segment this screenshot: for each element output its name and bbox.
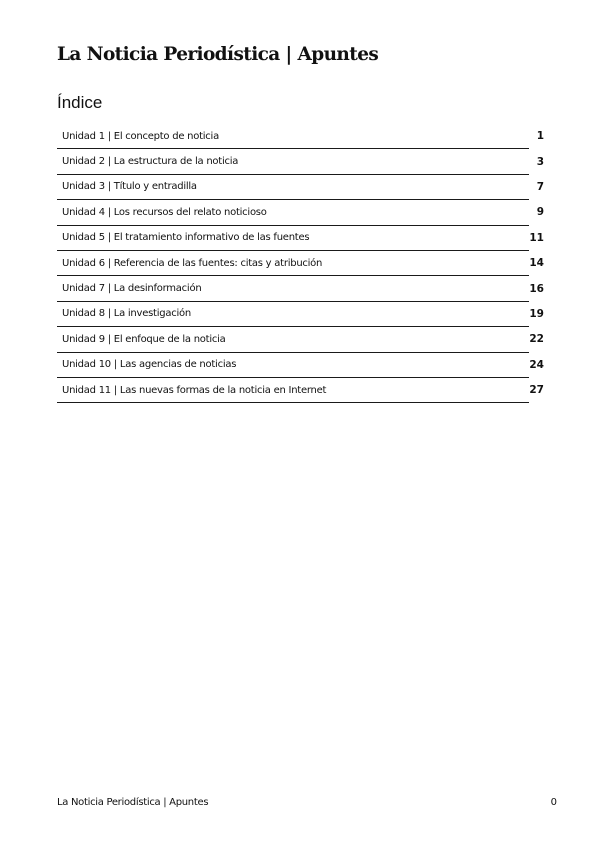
toc-row[interactable] [57, 378, 544, 403]
toc-page-number: 19 [529, 307, 544, 320]
toc-row[interactable] [57, 149, 544, 174]
toc-entry-label: Unidad 6 | Referencia de las fuentes: citas y atribución [62, 257, 323, 269]
document-title: La Noticia Periodística | Apuntes [57, 44, 379, 65]
toc-row[interactable] [57, 175, 544, 200]
toc-entry-label: Unidad 8 | La investigación [62, 308, 191, 320]
toc-row[interactable] [57, 353, 544, 378]
toc-page-number: 9 [536, 206, 544, 219]
toc-row[interactable] [57, 276, 544, 301]
toc-entry-label: Unidad 11 | Las nuevas formas de la noticia en Internet [62, 384, 327, 396]
toc-heading: Índice [57, 93, 103, 112]
footer-document-title: La Noticia Periodística | Apuntes [57, 797, 209, 808]
toc-page-number: 16 [529, 282, 544, 295]
toc-row[interactable] [57, 327, 544, 352]
toc-row[interactable] [57, 251, 544, 276]
toc-entry-label: Unidad 1 | El concepto de noticia [62, 130, 219, 142]
toc-entry-label: Unidad 9 | El enfoque de la noticia [62, 333, 226, 345]
toc-page-number: 11 [529, 231, 544, 244]
toc-entry-label: Unidad 7 | La desinformación [62, 283, 202, 295]
toc-page-number: 14 [529, 257, 544, 270]
toc-entry-label: Unidad 10 | Las agencias de noticias [62, 359, 237, 371]
toc-page-number: 3 [536, 155, 544, 168]
toc-page-number: 24 [529, 358, 544, 371]
toc-entry-label: Unidad 5 | El tratamiento informativo de las fuentes [62, 232, 310, 244]
footer-page-number: 0 [550, 797, 557, 808]
toc-page-number: 7 [536, 180, 544, 193]
toc-row[interactable] [57, 302, 544, 327]
toc-row[interactable] [57, 226, 544, 251]
toc-entry-label: Unidad 4 | Los recursos del relato noticioso [62, 206, 267, 218]
toc-page-number: 27 [529, 384, 544, 397]
toc-row[interactable] [57, 200, 544, 225]
table-of-contents [57, 124, 544, 403]
toc-page-number: 1 [536, 130, 544, 143]
toc-row[interactable] [57, 124, 544, 149]
toc-entry-label: Unidad 3 | Título y entradilla [62, 181, 197, 193]
toc-entry-label: Unidad 2 | La estructura de la noticia [62, 156, 239, 168]
toc-page-number: 22 [529, 333, 544, 346]
